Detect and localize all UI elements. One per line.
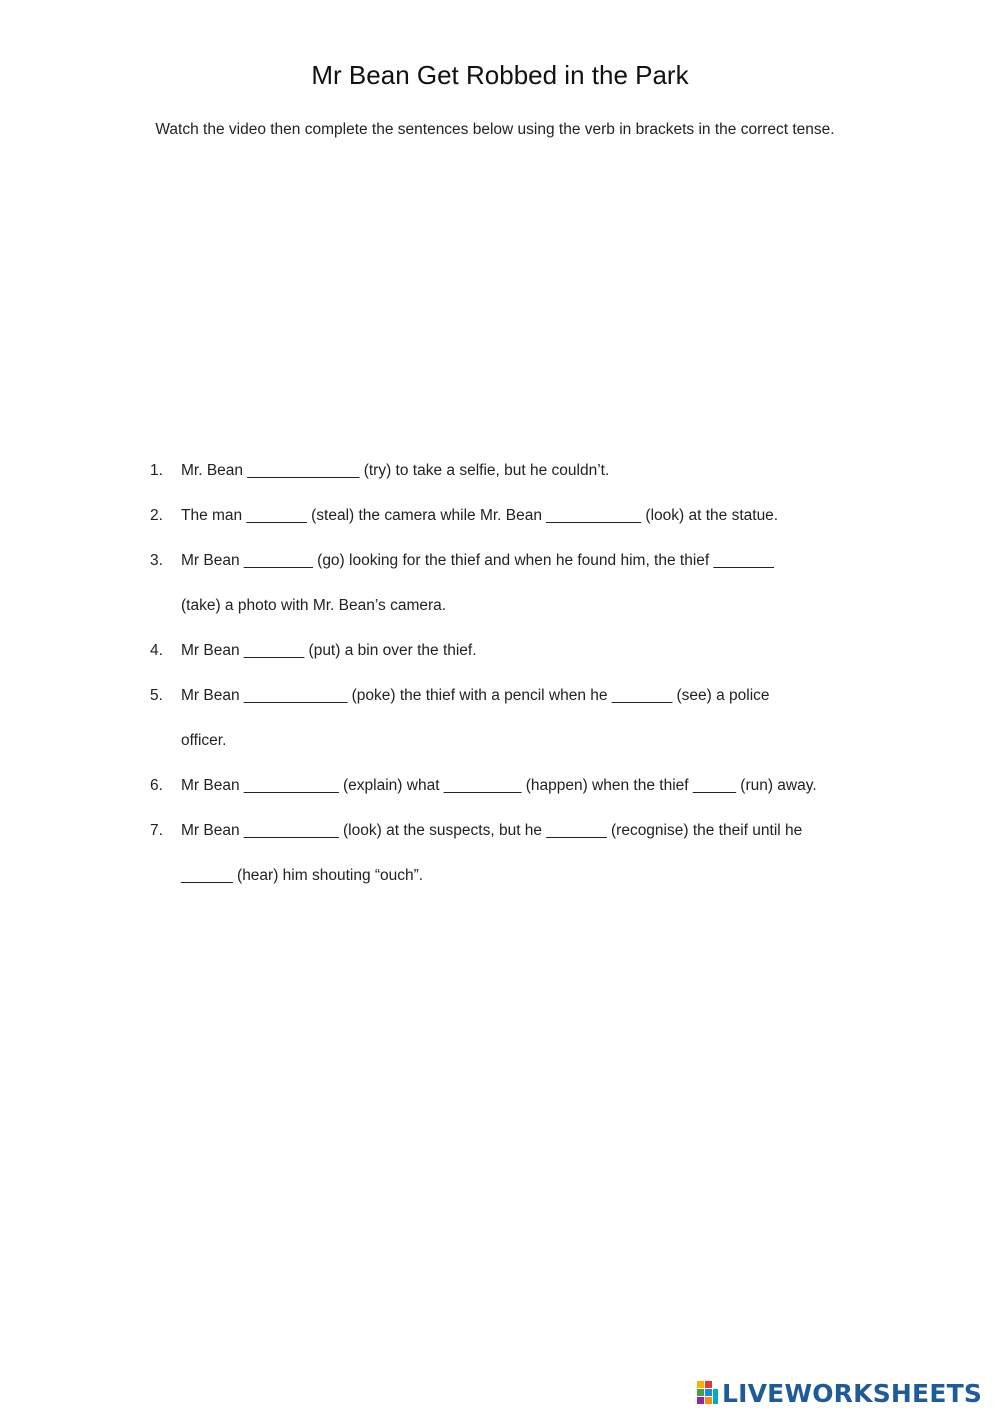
item-sentence: The man _______ (steal) the camera while Mr. Bean ___________ (look) at the statue. xyxy=(181,507,779,524)
item-sentence: Mr Bean ________ (go) looking for the thief and when he found him, the thief _______ xyxy=(181,552,774,569)
item-number: 4. xyxy=(150,642,163,659)
item-sentence: Mr Bean ____________ (poke) the thief with a pencil when he _______ (see) a police xyxy=(181,687,770,704)
logo-text: LIVEWORKSHEETS xyxy=(722,1378,983,1408)
item-sentence: ______ (hear) him shouting “ouch”. xyxy=(181,867,424,884)
item-number: 1. xyxy=(150,462,163,479)
instructions-text: Watch the video then complete the sentences below using the verb in brackets in the correct tense. xyxy=(155,121,835,138)
item-number: 6. xyxy=(150,777,163,794)
item-sentence: Mr Bean ___________ (explain) what _________ (happen) when the thief _____ (run) away. xyxy=(181,777,817,794)
item-number: 7. xyxy=(150,822,163,839)
liveworksheets-logo-icon xyxy=(697,1379,719,1407)
item-sentence: (take) a photo with Mr. Bean’s camera. xyxy=(181,597,447,614)
item-sentence: Mr Bean ___________ (look) at the suspects, but he _______ (recognise) the theif until he xyxy=(181,822,803,839)
item-sentence: officer. xyxy=(181,732,227,749)
item-number: 5. xyxy=(150,687,163,704)
item-number: 2. xyxy=(150,507,163,524)
item-number: 3. xyxy=(150,552,163,569)
item-sentence: Mr. Bean _____________ (try) to take a selfie, but he couldn’t. xyxy=(181,462,610,479)
page-title: Mr Bean Get Robbed in the Park xyxy=(311,60,689,90)
item-sentence: Mr Bean _______ (put) a bin over the thief. xyxy=(181,642,477,659)
liveworksheets-logo xyxy=(697,1376,982,1410)
